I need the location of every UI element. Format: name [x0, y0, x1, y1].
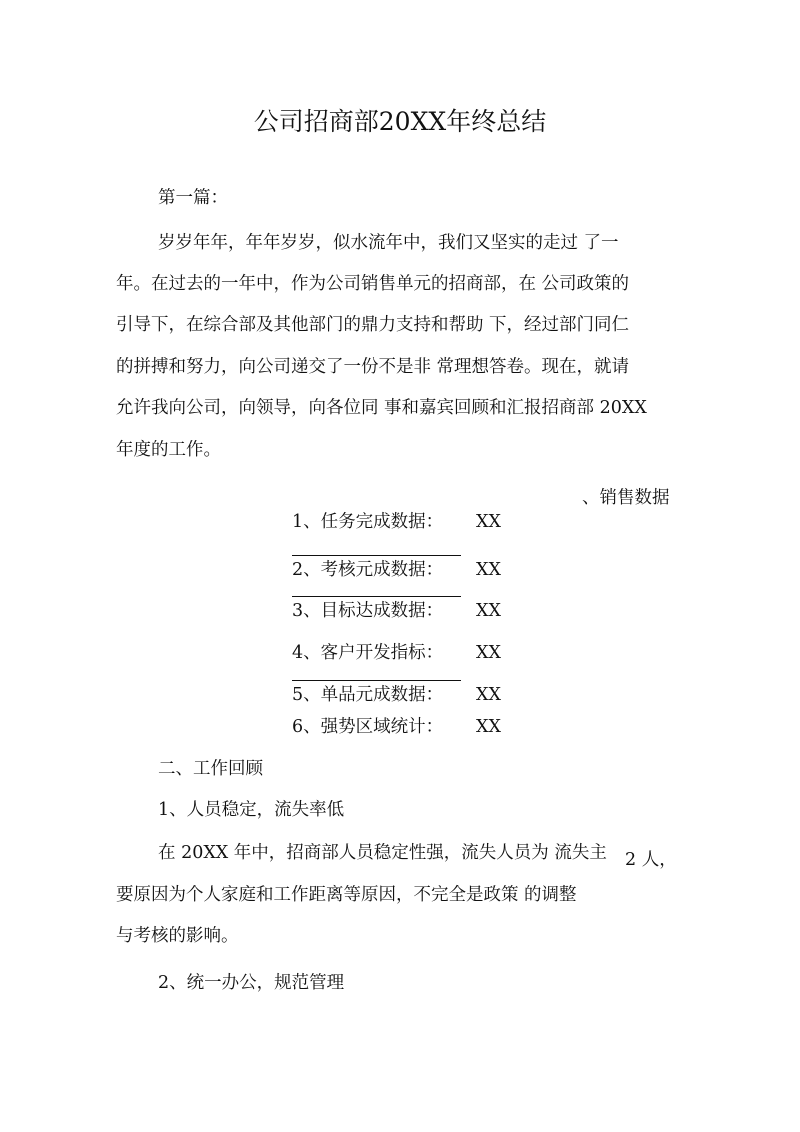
sales-item-value: XX — [476, 601, 501, 621]
section-two-heading: 二、工作回顾 — [158, 759, 263, 779]
paragraph-aside: 2 人， — [625, 850, 677, 870]
subsection-title: 2、统一办公，规范管理 — [158, 973, 345, 993]
sales-item-value: XX — [476, 643, 501, 663]
sales-item-label: 3、目标达成数据： — [292, 601, 444, 621]
sales-item-label: 2、考核元成数据： — [292, 560, 444, 580]
sales-item-label: 1、任务完成数据： — [292, 512, 444, 532]
sales-item-value: XX — [476, 560, 501, 580]
sales-item-value: XX — [476, 717, 501, 737]
sales-item-value: XX — [476, 512, 501, 532]
sales-item-label: 5、单品元成数据： — [292, 685, 444, 705]
subsection-title: 1、人员稳定，流失率低 — [158, 800, 345, 820]
document-title: 公司招商部20XX年终总结 — [253, 107, 547, 136]
intro-line: 年度的工作。 — [116, 440, 221, 460]
underline-rule — [292, 555, 461, 556]
paragraph-line: 要原因为个人家庭和工作距离等原因，不完全是政策 的调整 — [116, 885, 577, 905]
intro-line: 的拼搏和努力，向公司递交了一份不是非 常理想答卷。现在，就请 — [116, 357, 630, 377]
underline-rule — [292, 680, 461, 681]
intro-line: 年。在过去的一年中，作为公司销售单元的招商部，在 公司政策的 — [116, 274, 630, 294]
paragraph-line: 与考核的影响。 — [116, 926, 239, 946]
sales-item-label: 6、强势区域统计： — [292, 717, 444, 737]
paragraph-line: 在 20XX 年中，招商部人员稳定性强，流失人员为 流失主 — [158, 843, 607, 863]
underline-rule — [292, 596, 461, 597]
sales-item-value: XX — [476, 685, 501, 705]
intro-line: 允许我向公司，向领导，向各位同 事和嘉宾回顾和汇报招商部 20XX — [116, 398, 647, 418]
intro-line: 引导下，在综合部及其他部门的鼎力支持和帮助 下，经过部门同仁 — [116, 315, 630, 335]
sales-data-heading: 、销售数据 — [582, 488, 670, 508]
sales-item-label: 4、客户开发指标： — [292, 643, 444, 663]
intro-line: 岁岁年年，年年岁岁，似水流年中，我们又坚实的走过 了一 — [158, 233, 619, 253]
section-first-heading: 第一篇： — [158, 188, 228, 208]
